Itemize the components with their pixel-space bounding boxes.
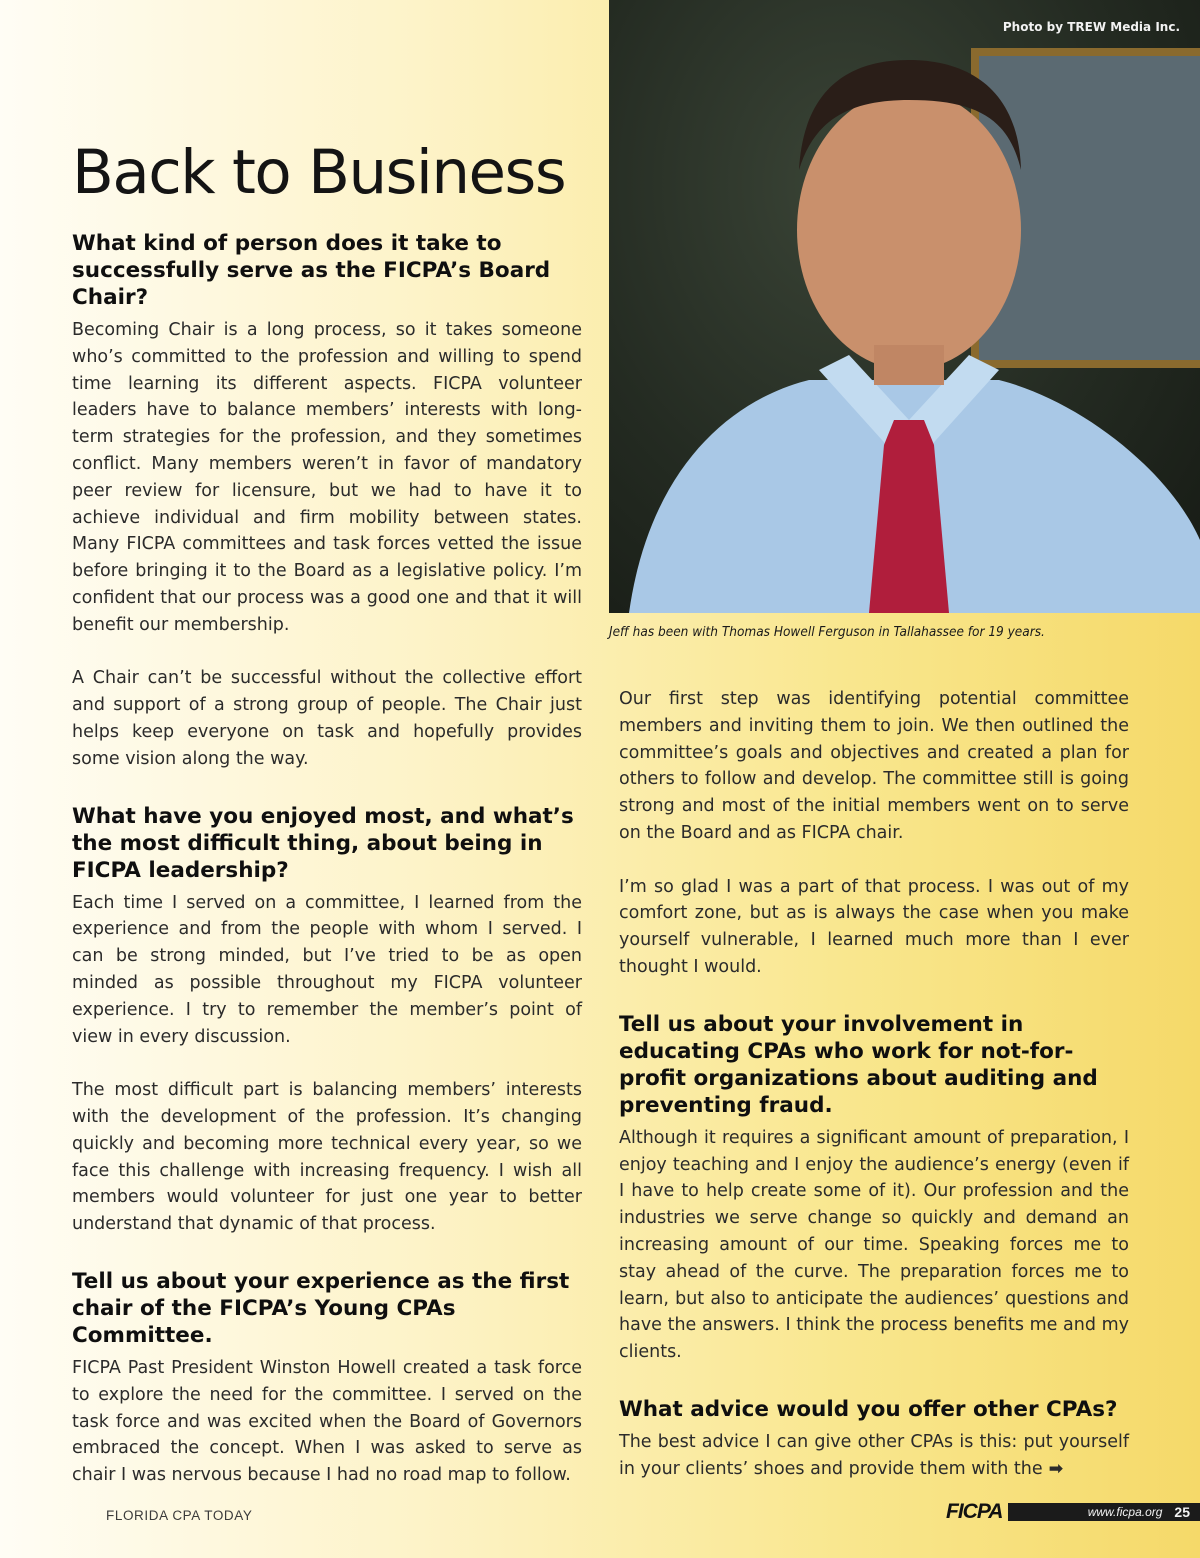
publication-name: FLORIDA CPA TODAY — [106, 1508, 253, 1523]
answer-young-cpas-p2: Our first step was identifying potential committee members and inviting them to join. We then outlined the committee’s goals and objectives and created a plan for others to follow and develop. The committee still is going strong and most of the initial members went on to serve on the Board and as FICPA chair. — [619, 689, 1129, 843]
answer-advice-text: The best advice I can give other CPAs is this: put yourself in your clients’ shoes and provide them with the — [619, 1431, 1129, 1479]
continue-arrow-icon: ➡ — [1048, 1458, 1064, 1479]
answer-board-chair-p1: Becoming Chair is a long process, so it takes someone who’s committed to the profession and willing to spend time learning its different aspects. FICPA volunteer leaders have to balance members’ interests with long-term strategies for the profession, and they sometimes conflict. Many members weren’t in favor of mandatory peer review for licensure, but we had to have it to achieve individual and firm mobility between states. Many FICPA committees and task forces vetted the issue before bringing it to the Board as a legislative policy. I’m confident that our process was a good one and that it will benefit our membership. — [72, 320, 582, 635]
answer-young-cpas-p1: FICPA Past President Winston Howell created a task force to explore the need for the committee. I served on the task force and was excited when the Board of Governors embraced the concept. When I was asked to serve as chair I was nervous because I had no road map to follow. — [72, 1357, 582, 1486]
question-enjoyed-most: What have you enjoyed most, and what’s the most difficult thing, about being in FICPA leadership? — [72, 803, 574, 883]
answer-board-chair-p2: A Chair can’t be successful without the collective effort and support of a strong group of people. The Chair just helps keep everyone on task and hopefully provides some vision along the way. — [72, 668, 582, 769]
question-advice: What advice would you offer other CPAs? — [619, 1396, 1118, 1422]
page-number: 25 — [1174, 1504, 1190, 1520]
article-title: Back to Business — [72, 137, 566, 208]
portrait-illustration — [609, 0, 1200, 613]
footer-brand — [946, 1499, 1200, 1525]
answer-young-cpas-p3: I’m so glad I was a part of that process. I was out of my comfort zone, but as is always the case when you make yourself vulnerable, I learned much more than I ever thought I would. — [619, 876, 1129, 977]
right-column — [619, 686, 1129, 1483]
answer-advice-p1 — [619, 1429, 1129, 1483]
question-young-cpas: Tell us about your experience as the first chair of the FICPA’s Young CPAs Committee. — [72, 1268, 570, 1348]
footer-url: www.ficpa.org — [1087, 1505, 1163, 1519]
question-not-for-profit: Tell us about your involvement in educating CPAs who work for not-for-profit organizations about auditing and preventing fraud. — [619, 1011, 1098, 1118]
question-board-chair: What kind of person does it take to successfully serve as the FICPA’s Board Chair? — [72, 231, 551, 310]
answer-enjoyed-most-p2: The most difficult part is balancing members’ interests with the development of the profession. It’s changing quickly and becoming more technical every year, so we face this challenge with increasing frequency. I wish all members would volunteer for just one year to better understand that dynamic of that process. — [72, 1080, 582, 1235]
answer-enjoyed-most-p1: Each time I served on a committee, I learned from the experience and from the people with whom I served. I can be strong minded, but I’ve tried to be as open minded as possible throughout my FICPA volunteer experience. I try to remember the member’s point of view in every discussion. — [72, 892, 582, 1047]
photo-credit: Photo by TREW Media Inc. — [1002, 20, 1180, 34]
footer-bar — [1008, 1503, 1200, 1521]
ficpa-logo: FICPA — [946, 1500, 1003, 1523]
answer-not-for-profit-p1: Although it requires a significant amount of preparation, I enjoy teaching and I enjoy the audience’s energy (even if I have to help create some of it). Our profession and the industries we serve change so quickly and demand an increasing amount of our time. Speaking forces me to stay ahead of the curve. The preparation forces me to learn, but also to anticipate the audiences’ questions and have the answers. I think the process benefits me and my clients. — [619, 1127, 1129, 1363]
portrait-photo — [609, 0, 1200, 613]
photo-caption: Jeff has been with Thomas Howell Ferguson in Tallahassee for 19 years. — [609, 624, 1045, 640]
left-column — [72, 138, 582, 1489]
